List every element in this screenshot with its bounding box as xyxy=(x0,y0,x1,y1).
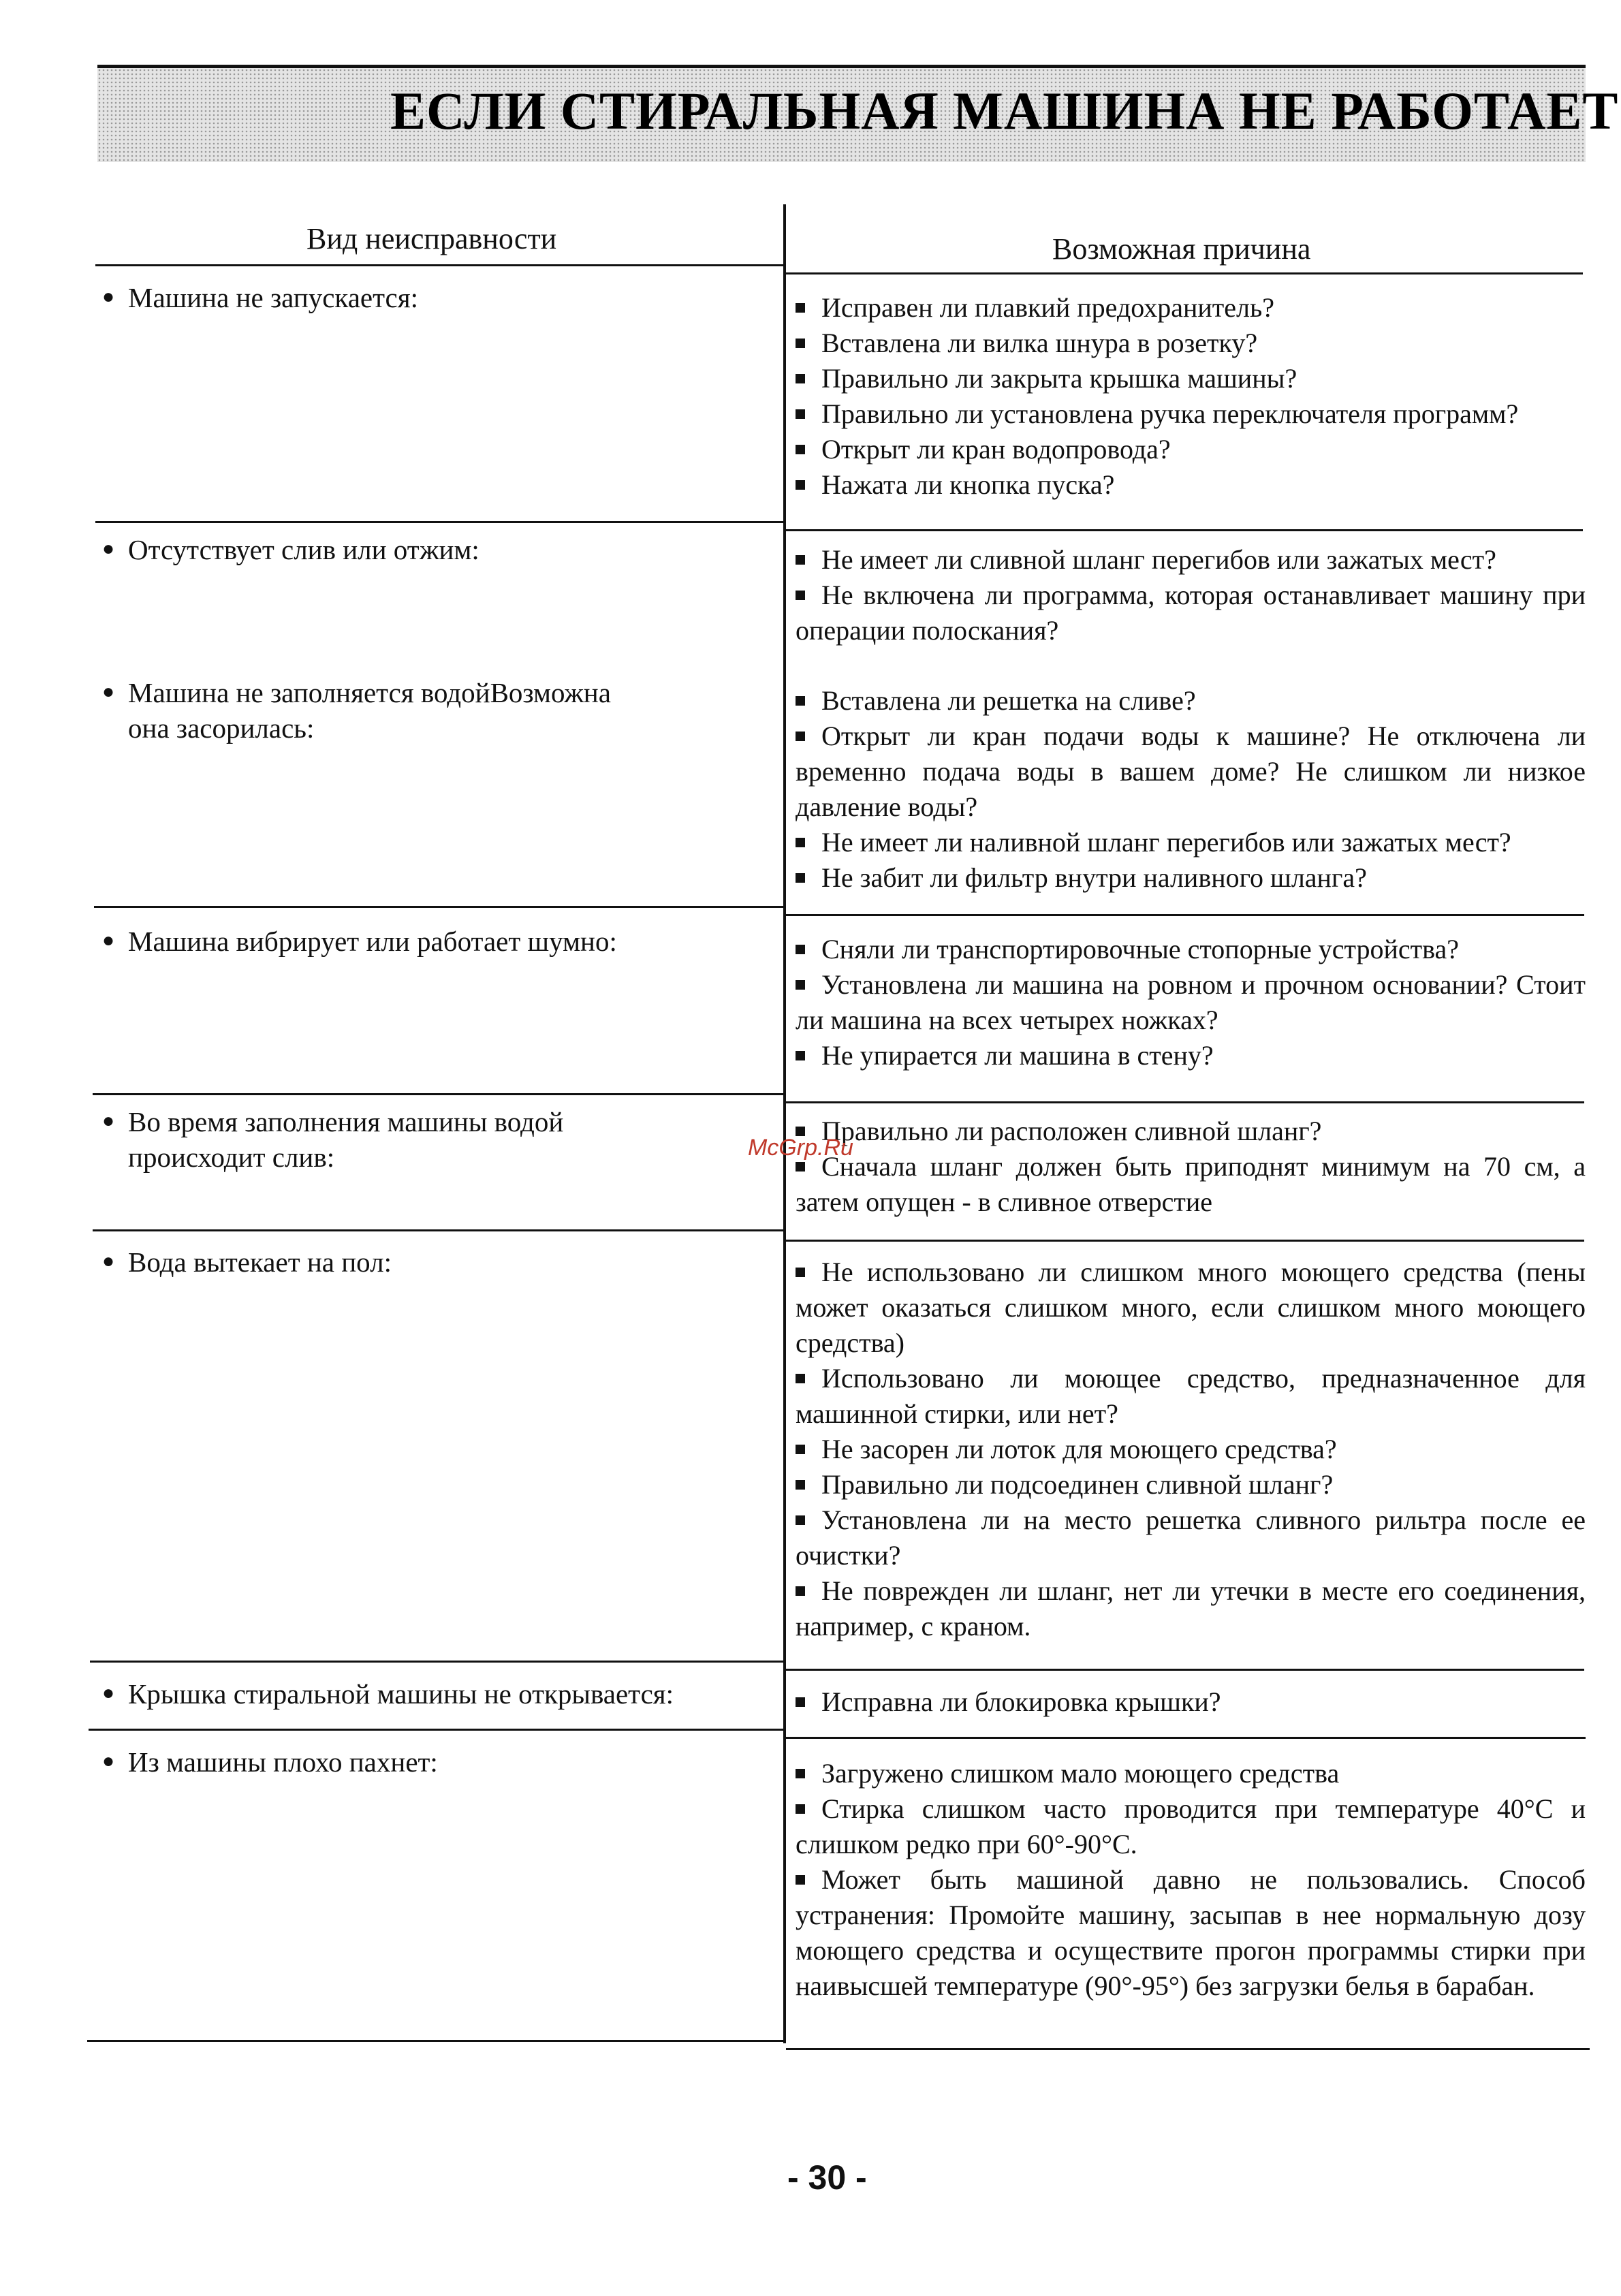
fault-cell: ● Машина не заполняется водойВозможна она засорилась: xyxy=(102,677,611,744)
fault-cell: ● Машина не запускается: xyxy=(102,282,418,313)
cause-cell xyxy=(796,1255,1586,1644)
list-item: Установлена ли машина на ровном и прочном основании? Стоит ли машина на всех четырех ножках? xyxy=(796,969,1586,1035)
header-rule-right xyxy=(786,272,1583,274)
row-rule-right xyxy=(786,1240,1584,1242)
list-item: Использовано ли моющее средство, предназначенное для машинной стирки, или нет? xyxy=(796,1363,1586,1429)
row-rule-right xyxy=(786,529,1583,531)
row-rule-left xyxy=(90,1661,783,1663)
list-item: Может быть машиной давно не пользовались. Способ устранения: Промойте машину, засыпав в нее нормальную дозу моющего средства и осуществите прогон программы стирки при наивысшей температуре (90°-95°) без загрузки белья в барабан. xyxy=(796,1864,1586,2001)
row-rule-right xyxy=(786,1737,1586,1739)
list-item: Правильно ли установлена ручка переключателя программ? xyxy=(796,396,1586,432)
row-rule-left xyxy=(89,1729,783,1731)
list-item: Не поврежден ли шланг, нет ли утечки в месте его соединения, например, с краном. xyxy=(796,1575,1586,1641)
header-rule-left xyxy=(95,264,783,266)
list-item: Не имеет ли сливной шланг перегибов или зажатых мест? xyxy=(796,542,1586,578)
list-item: Сначала шланг должен быть приподнят минимум на 70 см, а затем опущен - в сливное отверстие xyxy=(796,1151,1586,1217)
cause-cell xyxy=(796,1684,1586,1720)
watermark: McGrp.Ru xyxy=(748,1135,853,1161)
cause-cell xyxy=(796,1114,1586,1220)
table-bottom-rule-left xyxy=(87,2040,783,2042)
list-item: Исправен ли плавкий предохранитель? xyxy=(796,290,1586,326)
table-bottom-rule-right xyxy=(786,2048,1590,2050)
cause-cell xyxy=(796,1756,1586,2004)
list-item: Нажата ли кнопка пуска? xyxy=(796,467,1586,503)
cause-cell xyxy=(796,290,1586,503)
list-item: Не включена ли программа, которая останавливает машину при операции полоскания? xyxy=(796,580,1586,646)
row-rule-left xyxy=(93,1229,783,1231)
row-rule-right xyxy=(786,914,1584,916)
column-divider xyxy=(783,204,786,2043)
row-rule-left xyxy=(94,906,783,908)
list-item: Вставлена ли вилка шнура в розетку? xyxy=(796,326,1586,361)
title-band xyxy=(97,65,1619,162)
list-item: Не засорен ли лоток для моющего средства? xyxy=(796,1432,1586,1467)
row-rule-left xyxy=(93,1093,783,1095)
fault-cell: ● Машина вибрирует или работает шумно: xyxy=(102,926,617,957)
fault-cell: ● Крышка стиральной машины не открывается: xyxy=(102,1678,674,1710)
list-item: Не упирается ли машина в стену? xyxy=(796,1038,1586,1073)
fault-cell: ● Отсутствует слив или отжим: xyxy=(102,534,479,565)
list-item: Открыт ли кран водопровода? xyxy=(796,432,1586,467)
fault-cell: ● Из машины плохо пахнет: xyxy=(102,1746,438,1778)
list-item: Стирка слишком часто проводится при температуре 40°С и слишком редко при 60°-90°С. xyxy=(796,1793,1586,1859)
list-item: Исправна ли блокировка крышки? xyxy=(796,1684,1586,1720)
column-header-cause: Возможная причина xyxy=(1052,232,1311,266)
row-rule-right xyxy=(786,1669,1584,1671)
list-item: Открыт ли кран подачи воды к машине? Не отключена ли временно подача воды в вашем доме? Не слишком ли низкое давление воды? xyxy=(796,721,1586,822)
page-number: - 30 - xyxy=(787,2158,867,2197)
cause-cell xyxy=(796,542,1586,648)
list-item: Не имеет ли наливной шланг перегибов или зажатых мест? xyxy=(796,825,1586,860)
row-rule-right xyxy=(786,1101,1584,1103)
list-item: Вставлена ли решетка на сливе? xyxy=(796,683,1586,719)
fault-cell: ● Вода вытекает на пол: xyxy=(102,1246,392,1278)
cause-cell xyxy=(796,683,1586,896)
fault-cell: ● Во время заполнения машины водой происходит слив: xyxy=(102,1106,564,1173)
list-item: Правильно ли подсоединен сливной шланг? xyxy=(796,1467,1586,1503)
list-item: Установлена ли на место решетка сливного рильтра после ее очистки? xyxy=(796,1505,1586,1571)
list-item: Правильно ли закрыта крышка машины? xyxy=(796,361,1586,396)
list-item: Не использовано ли слишком много моющего средства (пены может оказаться слишком много, если слишком много моющего средства) xyxy=(796,1257,1586,1358)
row-rule-left xyxy=(95,521,783,523)
cause-cell xyxy=(796,932,1586,1073)
list-item: Загружено слишком мало моющего средства xyxy=(796,1756,1586,1791)
list-item: Сняли ли транспортировочные стопорные устройства? xyxy=(796,932,1586,967)
list-item: Правильно ли расположен сливной шланг? xyxy=(796,1114,1586,1149)
list-item: Не забит ли фильтр внутри наливного шланга? xyxy=(796,860,1586,896)
column-header-fault: Вид неисправности xyxy=(306,222,557,255)
page-title: ЕСЛИ СТИРАЛЬНАЯ МАШИНА НЕ РАБОТАЕТ xyxy=(390,81,1619,140)
